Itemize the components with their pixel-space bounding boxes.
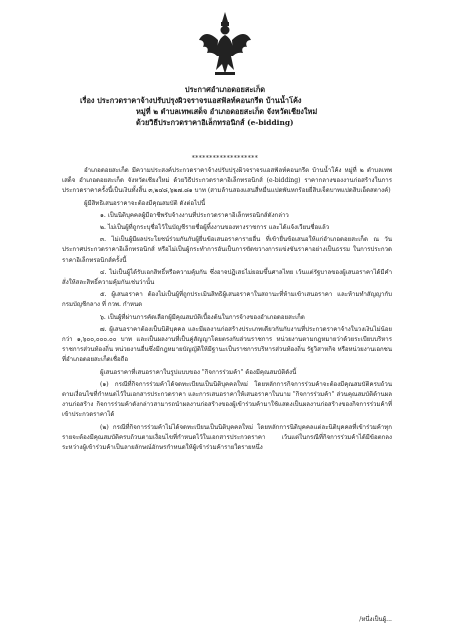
announcement-subject-line3: ด้วยวิธีประกวดราคาอิเล็กทรอนิกส์ (e-bidding) [136, 118, 294, 127]
paragraph-item-2: ๒. ไม่เป็นผู้ที่ถูกระบุชื่อไว้ในบัญชีรายชื่อผู้ทิ้งงานของทางราชการ และได้แจ้งเวียนชื่อแล้ว [100, 224, 330, 232]
continuation-note: /หนึ่งเป็นผู้... [359, 616, 392, 623]
announcement-header [0, 84, 450, 128]
announcement-subject-line2: หมู่ที่ ๒ ตำบลเทพเสด็จ อำเภอดอยสะเก็ด จังหวัดเชียงใหม่ [136, 107, 318, 116]
announcement-subject-line1: เรื่อง ประกวดราคาจ้างปรับปรุงผิวจราจรแอสฟัลท์คอนกรีต บ้านน้ำโค้ง [80, 96, 302, 105]
paragraph-item-6: ๖. เป็นผู้ที่ผ่านการคัดเลือกผู้มีคุณสมบัติเบื้องต้นในการจ้างของอำเภอดอยสะเก็ด [100, 313, 305, 321]
paragraph-item-4: ๔. ไม่เป็นผู้ได้รับเอกสิทธิ์หรือความคุ้มกัน ซึ่งอาจปฏิเสธไม่ยอมขึ้นศาลไทย เว้นแต่รัฐบาลของผู้เสนอราคาได้มีคำสั่งให้สละสิทธิ์ความคุ้มกันเช่นว่านั้น [62, 268, 392, 287]
paragraph-joint-venture-1: (๑) กรณีที่กิจการร่วมค้าได้จดทะเบียนเป็นนิติบุคคลใหม่ โดยหลักการกิจการร่วมค้าจะต้องมีคุณสมบัติครบถ้วนตามเงื่อนไขที่กำหนดไว้ในเอกสารประกวดราคา และการเสนอราคาให้เสนอราคาในนาม "กิจการร่วมค้า" ส่วนคุณสมบัติด้านผลงานก่อสร้าง กิจการร่วมค้าดังกล่าวสามารถนำผลงานก่อสร้างของผู้เข้าร่วมค้ามาใช้แสดงเป็นผลงานก่อสร้างของกิจการร่วมค้าที่เข้าประกวดราคาได้ [62, 380, 392, 419]
paragraph-item-5: ๕. ผู้เสนอราคา ต้องไม่เป็นผู้ที่ถูกประเมินสิทธิผู้เสนอราคาในสถานะที่ห้ามเข้าเสนอราคา และห้ามทำสัญญากับกรมบัญชีกลาง ที่ กวพ. กำหนด [62, 291, 392, 309]
paragraph-item-7: ๗. ผู้เสนอราคาต้องเป็นนิติบุคคล และมีผลงานก่อสร้างประเภทเดียวกันกับงานที่ประกวดราคาจ้างในวงเงินไม่น้อยกว่า ๑,๖๐๐,๐๐๐.๐๐ บาท และเป็นผลงานที่เป็นคู่สัญญาโดยตรงกับส่วนราชการ หน่วยงานตามกฎหมายว่าด้วยระเบียบบริหารราชการส่วนท้องถิ่น หน่วยงานอื่นซึ่งมีกฎหมายบัญญัติให้มีฐานะเป็นราชการบริหารส่วนท้องถิ่น รัฐวิสาหกิจ หรือหน่วยงานเอกชนที่อำเภอดอยสะเก็ดเชื่อถือ [62, 325, 392, 364]
paragraph-item-3: ๓. ไม่เป็นผู้มีผลประโยชน์ร่วมกันกับผู้ยื่นข้อเสนอราคารายอื่น ที่เข้ายื่นข้อเสนอให้แก่อำเภอดอยสะเก็ด ณ วันประกาศประกวดราคาอิเล็กทรอนิกส์ หรือไม่เป็นผู้กระทำการอันเป็นการขัดขวางการแข่งขันราคาอย่างเป็นธรรม ในการประกวดราคาอิเล็กทรอนิกส์ครั้งนี้ [62, 236, 392, 264]
paragraph-joint-venture-heading: ผู้เสนอราคาที่เสนอราคาในรูปแบบของ "กิจการร่วมค้า" ต้องมีคุณสมบัติดังนี้ [100, 368, 297, 376]
announcement-body [62, 166, 392, 455]
paragraph-qualification-heading: ผู้มีสิทธิเสนอราคาจะต้องมีคุณสมบัติ ดังต่อไปนี้ [84, 199, 206, 207]
paragraph-item-1: ๑. เป็นนิติบุคคลผู้มีอาชีพรับจ้างงานที่ประกวดราคาอิเล็กทรอนิกส์ดังกล่าว [100, 211, 289, 219]
divider: ******************* [191, 155, 259, 162]
garuda-emblem-icon [198, 10, 252, 80]
paragraph-joint-venture-2: (๒) กรณีที่กิจการร่วมค้าไม่ได้จดทะเบียนเป็นนิติบุคคลใหม่ โดยหลักการนิติบุคคลแต่ละนิติบุคคลที่เข้าร่วมค้าทุกรายจะต้องมีคุณสมบัติครบถ้วนตามเงื่อนไขที่กำหนดไว้ในเอกสารประกวดราคา เว้นแต่ในกรณีที่กิจการร่วมค้าได้มีข้อตกลงระหว่างผู้เข้าร่วมค้าเป็นลายลักษณ์อักษรกำหนดให้ผู้เข้าร่วมค้ารายใดรายหนึ่ง [62, 423, 392, 452]
paragraph-intro: อำเภอดอยสะเก็ด มีความประสงค์ประกวดราคาจ้างปรับปรุงผิวจราจรแอสฟัลท์คอนกรีต บ้านน้ำโค้ง หมู่ที่ ๒ ตำบลเทพเสด็จ อำเภอดอยสะเก็ด จังหวัดเชียงใหม่ ด้วยวิธีประกวดราคาอิเล็กทรอนิกส์ (e-bidding) ราคากลางของงานก่อสร้างในการประกวดราคาครั้งนี้เป็นเงินทั้งสิ้น ๓,๒๔๘,๖๒๗.๘๑ บาท (สามล้านสองแสนสี่หมื่นแปดพันหกร้อยยี่สิบเจ็ดบาทแปดสิบเอ็ดสตางค์) [62, 167, 392, 195]
announcement-org: ประกาศอำเภอดอยสะเก็ด [184, 85, 266, 94]
